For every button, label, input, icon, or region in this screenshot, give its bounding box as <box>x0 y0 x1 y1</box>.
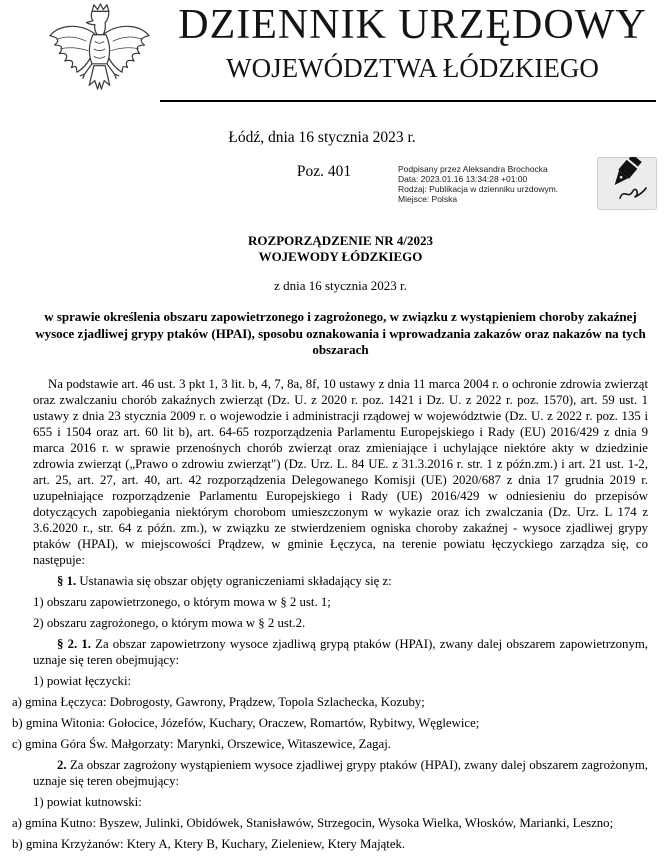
list-item <box>33 594 648 610</box>
section-2-ust-2-text: Za obszar zagrożony wystąpieniem wysoce zjadliwej grypy ptaków (HPAI), zwany dalej obszarem zagrożonym, uznaje się teren obejmujący: <box>33 758 648 788</box>
signature-line-date: Data: 2023.01.16 13:34:28 +01:00 <box>398 174 528 184</box>
section-2-ust-2-number: 2. <box>57 758 67 772</box>
pen-signature-icon <box>597 157 657 210</box>
list-item-text: 2) obszaru zagrożonego, o którym mowa w § 2 ust.2. <box>33 616 306 630</box>
signature-block <box>398 164 593 204</box>
dateline: Łódź, dnia 16 stycznia 2023 r. <box>228 129 416 146</box>
sub-list-item <box>12 836 648 852</box>
sub-list-item-text: a) gmina Łęczyca: Dobrogosty, Gawrony, Prądzew, Topola Szlachecka, Kozuby; <box>12 695 425 709</box>
section-2-text: Za obszar zapowietrzony wysoce zjadliwą grypą ptaków (HPAI), zwany dalej obszarem zapowietrzonym, uznaje się teren obejmujący: <box>33 637 649 667</box>
masthead <box>158 2 667 83</box>
list-item-text: 1) powiat łęczycki: <box>33 674 132 688</box>
sub-list-item <box>12 815 648 831</box>
sub-list-item-text: b) gmina Witonia: Gołocice, Józefów, Kuchary, Oraczew, Romartów, Rybitwy, Węglewice; <box>12 716 480 730</box>
signature-line-signer: Podpisany przez Aleksandra Brochocka <box>398 164 548 174</box>
section-2-heading <box>33 636 648 668</box>
act-subject: w sprawie określenia obszaru zapowietrzonego i zagrożonego, w związku z wystąpieniem choroby zakaźnej wysoce zjadliwej grypy ptaków (HPAI), sposobu oznakowania i wprowadzania zakazów oraz nakazów na tych obszarach <box>35 309 646 357</box>
preamble-paragraph <box>33 376 648 568</box>
journal-title: DZIENNIK URZĘDOWY <box>178 2 647 48</box>
section-2-ust-2 <box>33 757 648 789</box>
preamble-text: Na podstawie art. 46 ust. 3 pkt 1, 3 lit. b, 4, 7, 8a, 8f, 10 ustawy z dnia 11 marca 2004 r. o ochronie zdrowia zwierząt oraz zwalczaniu chorób zakaźnych zwierząt (Dz. U. z 2020 r. poz. 1421 i Dz. U. z 2022 r. poz. 1570), art. 59 ust. 1 ustawy z dnia 23 stycznia 2009 r. o wojewodzie i administracji rządowej w województwie (Dz. U. z 2022 r. poz. 135 i 655 i 1504 oraz art. 60 lit b), art. 64-65 rozporządzenia Parlamentu Europejskiego i Rady (EU) 2016/429 z dnia 9 marca 2016 r. w sprawie przenośnych chorób zwierząt oraz zmieniające i uchylające niektóre akty w dziedzinie zdrowia zwierząt („Prawo o zdrowiu zwierząt") (Dz. Urz. L. 84 UE. z 31.3.2016 r. str. 1 z późn.zm.) i art. 21 ust. 1-2, art. 25, art. 27, art. 40, art. 42 rozporządzenia Delegowanego Komisji (UE) 2020/687 z dnia 17 grudnia 2019 r. uzupełniające rozporządzenie Parlamentu Europejskiego i Rady (UE) 2016/429 w odniesieniu do przepisów dotyczących zapobiegania niektórym chorobom umieszczonym w wykazie oraz ich zwalczania (Dz. Urz. L 174 z 3.6.2020 r., str. 64 z późn. zm.), w związku ze stwierdzeniem ogniska choroby zakaźnej - wysoce zjadliwej grypy ptaków (HPAI), w miejscowości Prądzew, w gminie Łęczyca, na terenie powiatu łęczyckiego zarządza się, co następuje: <box>33 377 648 567</box>
list-item <box>33 673 648 689</box>
act-title-line2: WOJEWODY ŁÓDZKIEGO <box>258 249 423 264</box>
act-date: z dnia 16 stycznia 2023 r. <box>274 278 407 293</box>
act-body <box>12 376 649 852</box>
signature-line-place: Miejsce: Polska <box>398 194 458 204</box>
sub-list-item-text: b) gmina Krzyżanów: Ktery A, Ktery B, Kuchary, Zieleniew, Ktery Majątek. <box>12 837 406 851</box>
section-1-number: § 1. <box>57 574 77 588</box>
signature-line-type: Rodzaj: Publikacja w dzienniku urzdowym. <box>398 184 559 194</box>
header-divider <box>160 100 656 102</box>
list-item-text: 1) obszaru zapowietrzonego, o którym mowa w § 2 ust. 1; <box>33 595 331 609</box>
act-heading <box>33 233 648 359</box>
act-title-line1: ROZPORZĄDZENIE NR 4/2023 <box>248 233 433 248</box>
sub-list-item <box>12 736 648 752</box>
journal-subtitle: WOJEWÓDZTWA ŁÓDZKIEGO <box>226 53 599 83</box>
section-1-heading <box>33 573 648 589</box>
section-2-number: § 2. 1. <box>57 637 91 651</box>
list-item <box>33 615 648 631</box>
list-item-text: 1) powiat kutnowski: <box>33 795 142 809</box>
position-number: Poz. 401 <box>296 163 352 180</box>
sub-list-item-text: a) gmina Kutno: Byszew, Julinki, Obidówek, Stanisławów, Strzegocin, Wysoka Wielka, Włosków, Marianki, Leszno; <box>12 816 614 830</box>
section-1-text: Ustanawia się obszar objęty ograniczeniami składający się z: <box>79 574 392 588</box>
sub-list-item-text: c) gmina Góra Św. Małgorzaty: Marynki, Orszewice, Witaszewice, Zagaj. <box>12 737 391 751</box>
list-item <box>33 794 648 810</box>
sub-list-item <box>12 715 648 731</box>
sub-list-item <box>12 694 648 710</box>
polish-eagle-emblem <box>42 2 157 105</box>
